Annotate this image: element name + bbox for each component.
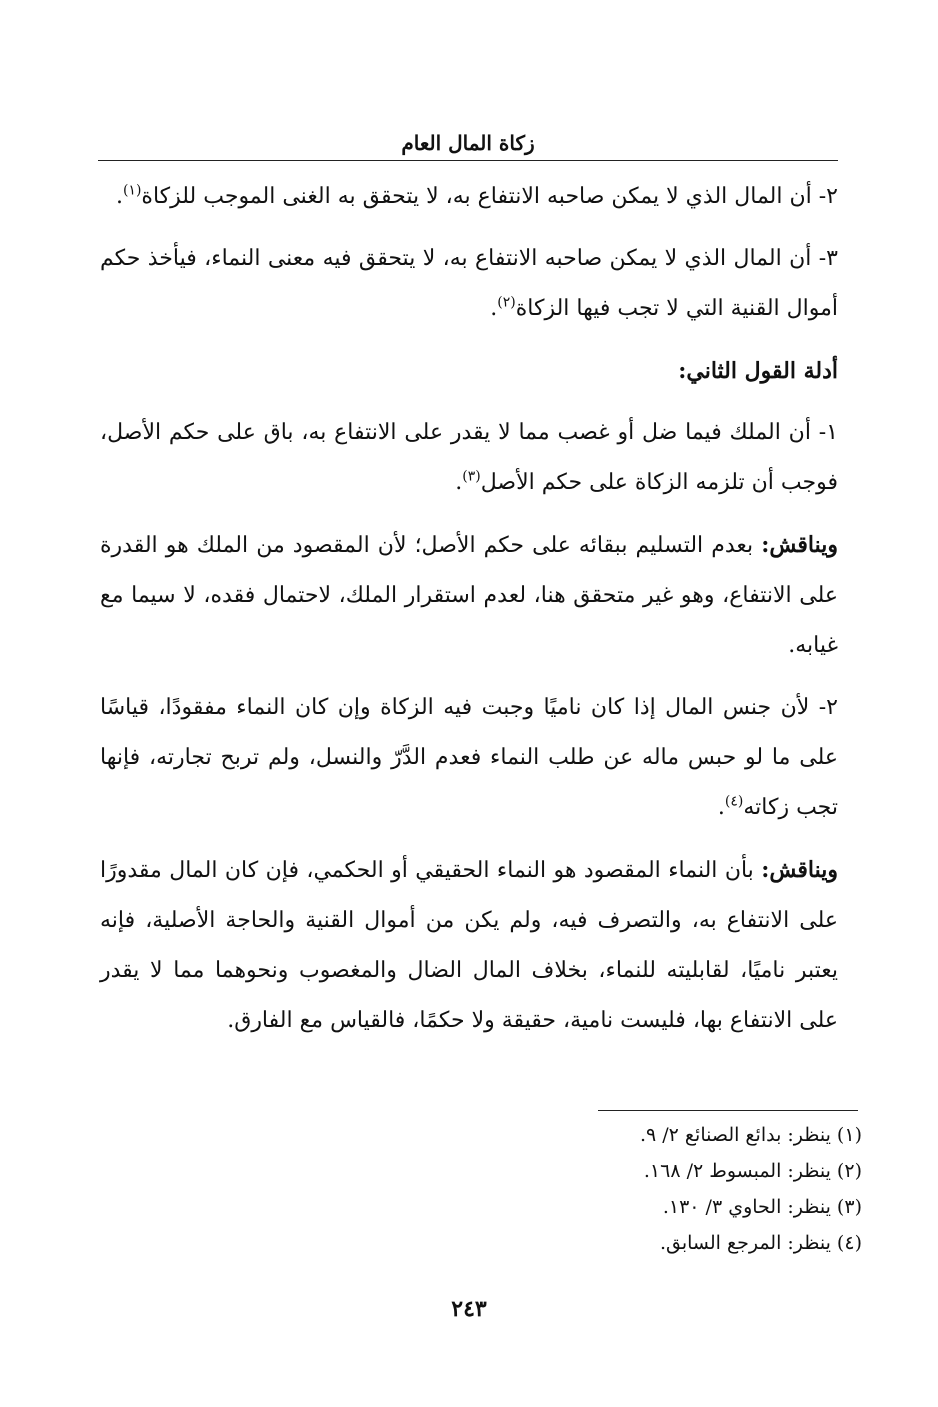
paragraph-rebuttal-2 [100,845,838,1046]
footnote-item: (١) ينظر: بدائع الصنائع ٢/ ٩. [639,1124,862,1146]
footnote-item: (٤) ينظر: المرجع السابق. [659,1232,862,1254]
footnote-item: (٢) ينظر: المبسوط ٢/ ١٦٨. [643,1160,862,1182]
footnote-ref-4[interactable]: (٤) [724,793,744,810]
paragraph-text: ١- أن الملك فيما ضل أو غصب مما لا يقدر على الانتفاع به، باق على حكم الأصل، فوجب أن تلزمه الزكاة على حكم الأصل [100,420,838,495]
footnotes-list [102,1117,862,1261]
paragraph-text: ٢- لأن جنس المال إذا كان ناميًا وجبت فيه الزكاة وإن كان النماء مفقودًا، قياسًا على ما لو حبس ماله عن طلب النماء فعدم الدَّرّ والنسل، ولم تربح تجارته، فإنها تجب زكاته [100,695,838,820]
footnote-ref-2[interactable]: (٢) [497,294,516,311]
main-text [100,172,838,1058]
paragraph-end: . [115,184,123,209]
rebuttal-lead: ويناقش: [761,857,838,883]
paragraph-text: بعدم التسليم ببقائه على حكم الأصل؛ لأن المقصود من الملك هو القدرة على الانتفاع، وهو غير متحقق هنا، لعدم استقرار الملك، لاحتمال فقده، لا سيما مع غيابه. [100,533,838,658]
paragraph-end: . [490,296,498,321]
paragraph-text: ٢- أن المال الذي لا يمكن صاحبه الانتفاع به، لا يتحقق به الغنى الموجب للزكاة [141,184,838,209]
rebuttal-lead: ويناقش: [761,532,838,558]
running-head: زكاة المال العام [98,128,838,161]
section-heading: أدلة القول الثاني: [678,358,838,384]
paragraph-end: . [717,795,725,820]
footnote-divider [598,1110,858,1111]
paragraph-evidence-2 [100,172,838,222]
paragraph-second-evidence-2 [100,683,838,833]
paragraph-rebuttal-1 [100,520,838,671]
footnote-ref-3[interactable]: (٣) [462,468,481,485]
paragraph-end: . [455,470,463,495]
paragraph-second-evidence-1 [100,408,838,508]
footnote-ref-1[interactable]: (١) [122,182,142,199]
paragraph-text: بأن النماء المقصود هو النماء الحقيقي أو الحكمي، فإن كان المال مقدورًا على الانتفاع به، والتصرف فيه، ولم يكن من أموال القنية والحاجة الأصلية، فإنه يعتبر ناميًا، لقابليته للنماء، بخلاف المال الضال والمغصوب ونحوهما مما لا يقدر على الانتفاع بها، فليست نامية، حقيقة ولا حكمًا، فالقياس مع الفارق. [100,858,838,1033]
page-number: ٢٤٣ [451,1296,487,1322]
paragraph-evidence-3 [100,234,838,334]
paragraph-text: ٣- أن المال الذي لا يمكن صاحبه الانتفاع به، لا يتحقق فيه معنى النماء، فيأخذ حكم أموال القنية التي لا تجب فيها الزكاة [100,246,838,321]
footnote-item: (٣) ينظر: الحاوي ٣/ ١٣٠. [662,1196,862,1218]
